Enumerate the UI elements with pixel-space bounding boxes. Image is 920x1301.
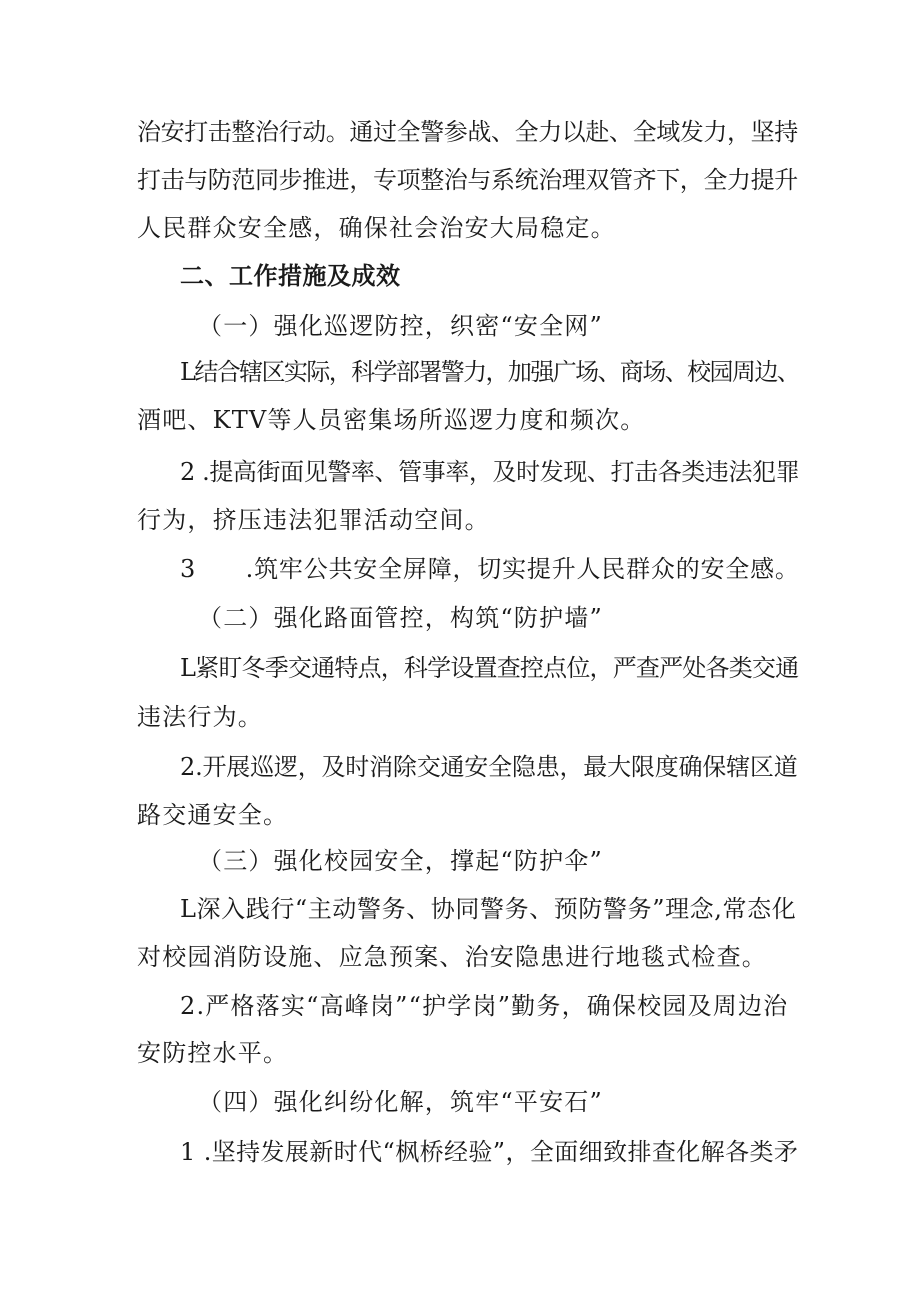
section-heading: 二、工作措施及成效 bbox=[180, 262, 401, 290]
list-item: L深入践行“主动警务、协同警务、预防警务”理念,常态化 bbox=[180, 895, 797, 923]
paragraph-line: 行为，挤压违法犯罪活动空间。 bbox=[137, 506, 490, 534]
paragraph-line: 酒吧、KTV等人员密集场所巡逻力度和频次。 bbox=[137, 406, 646, 434]
list-item: 2 .提高街面见警率、管事率，及时发现、打击各类违法犯罪 bbox=[180, 458, 800, 486]
paragraph-line: 人民群众安全感，确保社会治安大局稳定。 bbox=[137, 214, 616, 242]
list-item: 3 .筑牢公共安全屏障，切实提升人民群众的安全感。 bbox=[180, 555, 800, 583]
paragraph-line: 违法行为。 bbox=[137, 703, 263, 731]
list-item: 2.开展巡逻，及时消除交通安全隐患，最大限度确保辖区道 bbox=[180, 753, 798, 781]
paragraph-line: 对校园消防设施、应急预案、治安隐患进行地毯式检查。 bbox=[137, 943, 767, 971]
list-item: 2.严格落实“高峰岗”“护学岗”勤务，确保校园及周边治 bbox=[180, 992, 789, 1020]
list-item: L结合辖区实际，科学部署警力，加强广场、商场、校园周边、 bbox=[180, 358, 800, 386]
paragraph-line: 安防控水平。 bbox=[137, 1039, 289, 1067]
list-item: 1 .坚持发展新时代“枫桥经验”，全面细致排查化解各类矛 bbox=[180, 1138, 799, 1166]
subsection-heading: （三）强化校园安全，撑起“防护伞” bbox=[198, 847, 603, 875]
paragraph-line: 治安打击整治行动。通过全警参战、全力以赴、全域发力，坚持 bbox=[137, 118, 798, 146]
subsection-heading: （一）强化巡逻防控，织密“安全网” bbox=[198, 312, 603, 340]
list-item: L紧盯冬季交通特点，科学设置查控点位，严查严处各类交通 bbox=[180, 654, 799, 682]
paragraph-line: 路交通安全。 bbox=[137, 801, 289, 829]
subsection-heading: （四）强化纠纷化解，筑牢“平安石” bbox=[198, 1088, 603, 1116]
paragraph-line: 打击与防范同步推进，专项整治与系统治理双管齐下，全力提升 bbox=[137, 166, 798, 194]
subsection-heading: （二）强化路面管控，构筑“防护墙” bbox=[198, 604, 603, 632]
